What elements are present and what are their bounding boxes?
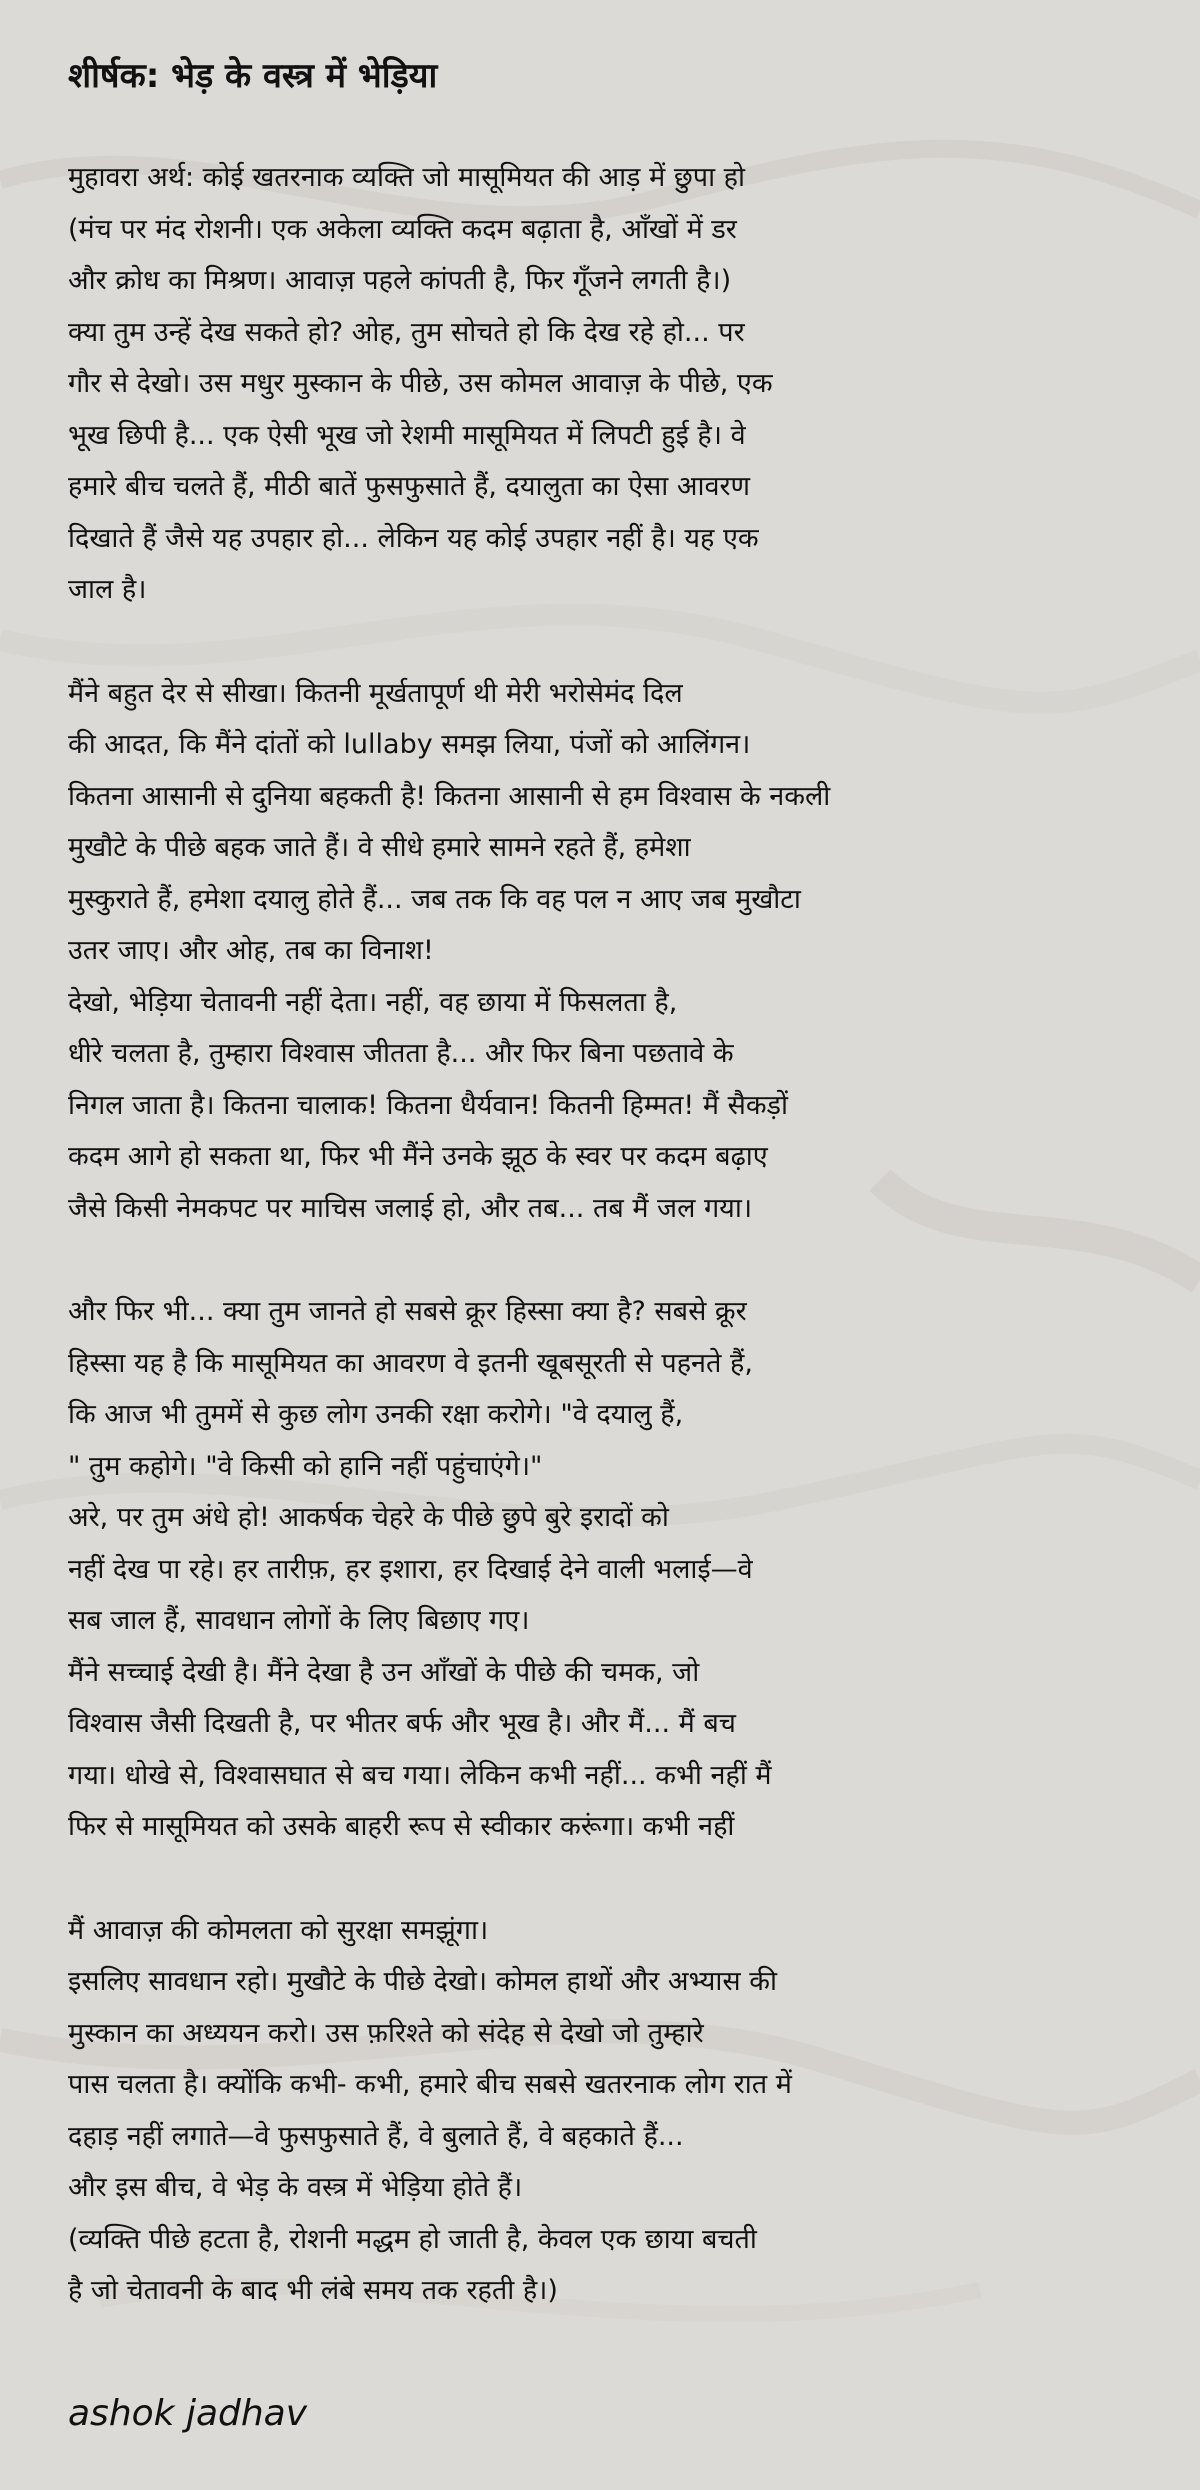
stanza-4 (68, 1905, 1158, 2317)
poem-line: धीरे चलता है, तुम्हारा विश्वास जीतता है... और फिर बिना पछतावे के (68, 1038, 734, 1069)
poem-line: क्या तुम उन्हें देख सकते हो? ओह, तुम सोचते हो कि देख रहे हो... पर (68, 316, 745, 348)
poem-line: और क्रोध का मिश्रण। आवाज़ पहले कांपती है, फिर गूँजने लगती है।) (68, 265, 732, 296)
poem-line: जाल है। (68, 574, 147, 605)
poem-line: हमारे बीच चलते हैं, मीठी बातें फुसफुसाते हैं, दयालुता का ऐसा आवरण (68, 471, 751, 502)
poem-line: मुस्कुराते हैं, हमेशा दयालु होते हैं... जब तक कि वह पल न आए जब मुखौटा (68, 883, 801, 915)
poem-line: (मंच पर मंद रोशनी। एक अकेला व्यक्ति कदम बढ़ाता है, आँखों में डर (68, 213, 737, 245)
poem-line: दहाड़ नहीं लगाते—वे फुसफुसाते हैं, वे बुलाते हैं, वे बहकाते हैं... (68, 2120, 684, 2152)
poem-line: " तुम कहोगे। "वे किसी को हानि नहीं पहुंचाएंगे।" (68, 1450, 543, 1482)
poem-line: सब जाल हैं, सावधान लोगों के लिए बिछाए गए। (68, 1605, 530, 1636)
stanza-3 (68, 1286, 1158, 1853)
poem-line: विश्वास जैसी दिखती है, पर भीतर बर्फ और भूख है। और मैं... मैं बच (68, 1708, 736, 1739)
poem-line: मैं आवाज़ की कोमलता को सुरक्षा समझूंगा। (68, 1914, 489, 1946)
poem-line: निगल जाता है। कितना चालाक! कितना धैर्यवान! कितनी हिम्मत! मैं सैकड़ों (68, 1089, 788, 1121)
poem-line: दिखाते हैं जैसे यह उपहार हो... लेकिन यह कोई उपहार नहीं है। यह एक (68, 522, 759, 554)
poem-content (68, 52, 1158, 2369)
poem-line: की आदत, कि मैंने दांतों को lullaby समझ लिया, पंजों को आलिंगन। (68, 729, 751, 760)
stanza-1 (68, 152, 1158, 616)
poem-line: गौर से देखो। उस मधुर मुस्कान के पीछे, उस कोमल आवाज़ के पीछे, एक (68, 368, 773, 399)
poem-line: पास चलता है। क्योंकि कभी- कभी, हमारे बीच सबसे खतरनाक लोग रात में (68, 2069, 792, 2100)
author-name: ashok jadhav (68, 2393, 308, 2434)
poem-line: देखो, भेड़िया चेतावनी नहीं देता। नहीं, वह छाया में फिसलता है, (68, 986, 678, 1018)
poem-line: कितना आसानी से दुनिया बहकती है! कितना आसानी से हम विश्वास के नकली (68, 780, 831, 812)
poem-line: इसलिए सावधान रहो। मुखौटे के पीछे देखो। कोमल हाथों और अभ्यास की (68, 1966, 777, 1997)
poem-line: कि आज भी तुममें से कुछ लोग उनकी रक्षा करोगे। "वे दयालु हैं, (68, 1399, 684, 1430)
poem-line: मुस्कान का अध्ययन करो। उस फ़रिश्ते को संदेह से देखो जो तुम्हारे (68, 2017, 704, 2049)
poem-title: शीर्षक: भेड़ के वस्त्र में भेड़िया (68, 56, 438, 96)
poem-line: फिर से मासूमियत को उसके बाहरी रूप से स्वीकार करूंगा। कभी नहीं (68, 1811, 735, 1842)
poem-line: अरे, पर तुम अंधे हो! आकर्षक चेहरे के पीछे छुपे बुरे इरादों को (68, 1502, 669, 1533)
poem-line: (व्यक्ति पीछे हटता है, रोशनी मद्धम हो जाती है, केवल एक छाया बचती (68, 2223, 757, 2255)
poem-line: जैसे किसी नेमकपट पर माचिस जलाई हो, और तब... तब मैं जल गया। (68, 1192, 753, 1224)
poem-line: मैंने बहुत देर से सीखा। कितनी मूर्खतापूर्ण थी मेरी भरोसेमंद दिल (68, 677, 683, 709)
poem-line: और फिर भी... क्या तुम जानते हो सबसे क्रूर हिस्सा क्या है? सबसे क्रूर (68, 1296, 747, 1327)
poem-line: गया। धोखे से, विश्वासघात से बच गया। लेकिन कभी नहीं... कभी नहीं मैं (68, 1759, 772, 1791)
poem-line: मुहावरा अर्थ: कोई खतरनाक व्यक्ति जो मासूमियत की आड़ में छुपा हो (68, 162, 745, 193)
poem-line: भूख छिपी है... एक ऐसी भूख जो रेशमी मासूमियत में लिपटी हुई है। वे (68, 419, 746, 451)
poem-line: उतर जाए। और ओह, तब का विनाश! (68, 935, 434, 966)
poem-line: और इस बीच, वे भेड़ के वस्त्र में भेड़िया होते हैं। (68, 2172, 523, 2203)
poem-line: है जो चेतावनी के बाद भी लंबे समय तक रहती है।) (68, 2275, 558, 2306)
poem-line: मुखौटे के पीछे बहक जाते हैं। वे सीधे हमारे सामने रहते हैं, हमेशा (68, 832, 691, 863)
stanza-2 (68, 668, 1158, 1235)
poem-line: हिस्सा यह है कि मासूमियत का आवरण वे इतनी खूबसूरती से पहनते हैं, (68, 1347, 753, 1379)
poem-line: कदम आगे हो सकता था, फिर भी मैंने उनके झूठ के स्वर पर कदम बढ़ाए (68, 1141, 768, 1172)
poem-line: नहीं देख पा रहे। हर तारीफ़, हर इशारा, हर दिखाई देने वाली भलाई—वे (68, 1553, 753, 1585)
poem-line: मैंने सच्चाई देखी है। मैंने देखा है उन आँखों के पीछे की चमक, जो (68, 1656, 700, 1688)
